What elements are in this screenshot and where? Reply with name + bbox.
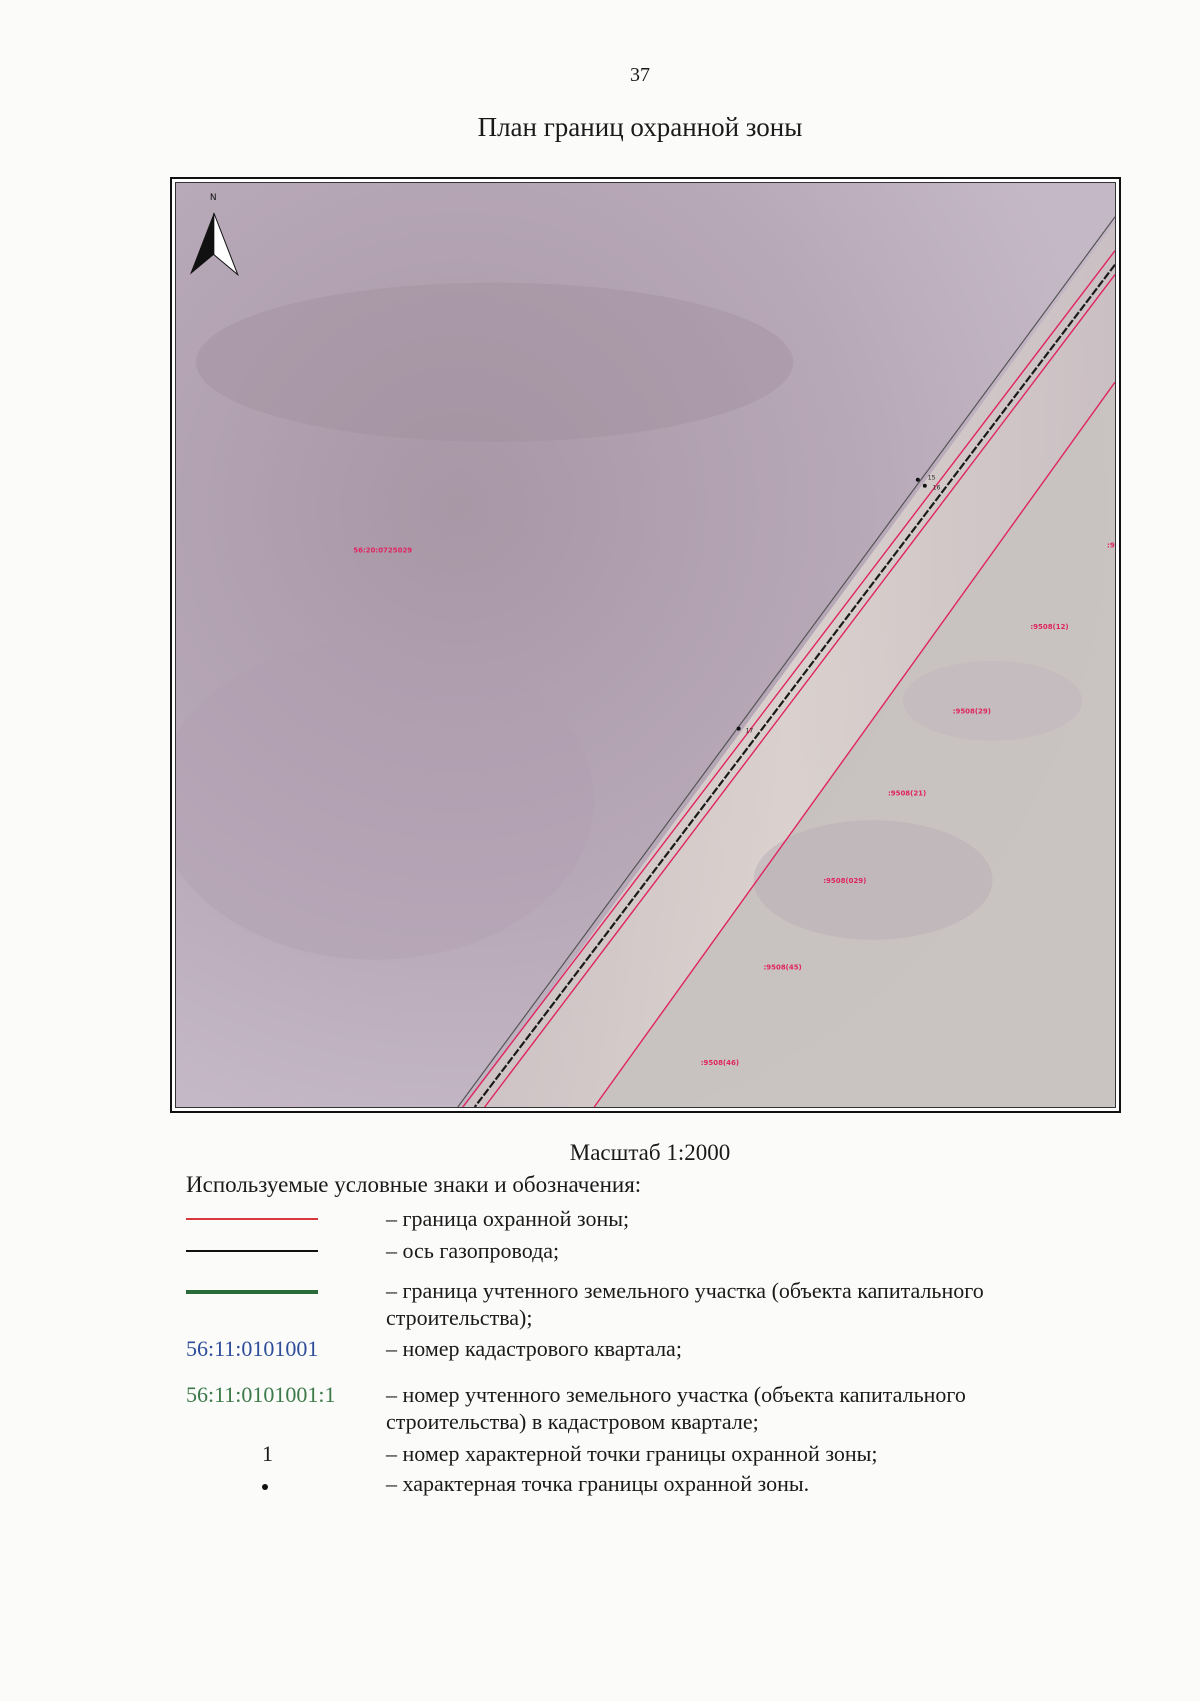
terrain-shade: [903, 661, 1082, 741]
legend-desc: – ось газопровода;: [386, 1238, 560, 1263]
point-label: 17: [745, 727, 754, 735]
terrain-shade: [754, 820, 993, 939]
parcel-label: :9508(029): [823, 876, 867, 885]
map-svg: [176, 183, 1115, 1107]
page-number: 37: [630, 64, 650, 86]
legend-desc: – номер учтенного земельного участка (объекта капитального строительства) в кадастровом квартале;: [386, 1382, 966, 1434]
legend-point-number: 1: [262, 1441, 273, 1466]
legend-desc: – граница охранной зоны;: [386, 1206, 630, 1231]
cadastral-quarter-label: 56:20:0725029: [353, 546, 413, 555]
parcel-label: :9508(46): [700, 1059, 740, 1068]
map-canvas[interactable]: [175, 182, 1116, 1108]
legend-black-line: [186, 1250, 318, 1252]
legend-red-line: [186, 1218, 318, 1220]
parcel-label: :9508(29): [952, 707, 991, 716]
parcel-label: :9508(12): [1030, 623, 1069, 632]
parcel-label: :9508(21): [887, 789, 927, 798]
edge-label: :9: [1107, 541, 1115, 550]
north-label: N: [209, 192, 217, 203]
map-frame: [170, 177, 1121, 1113]
boundary-point[interactable]: [916, 478, 920, 482]
map-scale: Масштаб 1:2000: [569, 1140, 731, 1165]
boundary-point[interactable]: [923, 484, 927, 488]
field-shade: [176, 641, 594, 960]
field-shade: [196, 283, 793, 442]
legend-desc: – номер кадастрового квартала;: [386, 1336, 682, 1361]
boundary-point[interactable]: [737, 727, 741, 731]
legend-quarter-number: 56:11:0101001: [186, 1336, 319, 1361]
legend-title: Используемые условные знаки и обозначения:: [186, 1172, 642, 1197]
parcel-label: :9508(45): [763, 963, 802, 972]
page-title: План границ охранной зоны: [477, 112, 803, 142]
legend-desc: – граница учтенного земельного участка (объекта капитального строительства);: [386, 1278, 984, 1330]
point-label: 15: [927, 474, 936, 482]
legend-green-line: [186, 1290, 318, 1294]
legend-parcel-number: 56:11:0101001:1: [186, 1382, 336, 1407]
point-label: 16: [932, 484, 941, 492]
legend-desc: – номер характерной точки границы охранной зоны;: [386, 1441, 878, 1466]
legend-desc: – характерная точка границы охранной зоны.: [386, 1471, 810, 1496]
legend-dot-icon: [262, 1484, 268, 1490]
